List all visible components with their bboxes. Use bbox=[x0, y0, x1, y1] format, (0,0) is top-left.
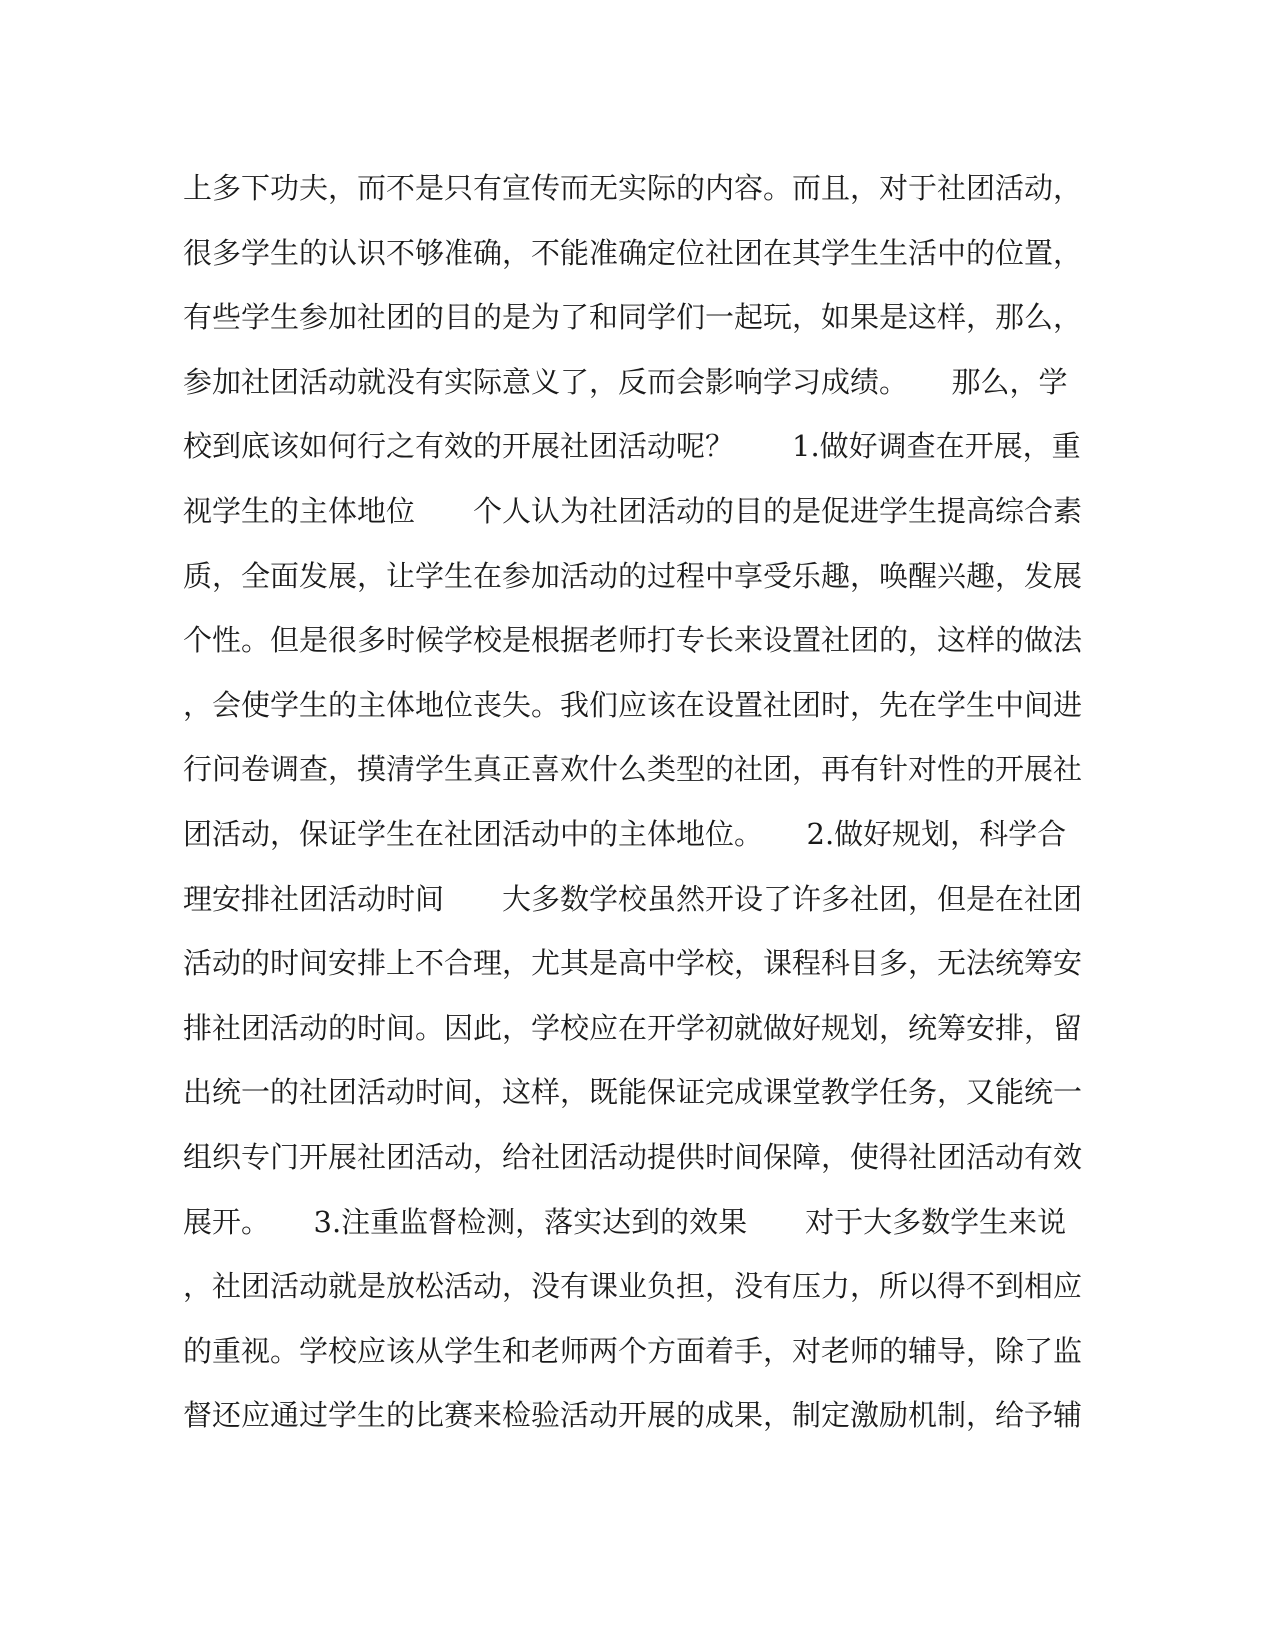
body-text bbox=[183, 156, 1093, 1448]
text-line: 行问卷调查，摸清学生真正喜欢什么类型的社团，再有针对性的开展社 bbox=[183, 752, 1083, 787]
text-line: 上多下功夫，而不是只有宣传而无实际的内容。而且，对于社团活动， bbox=[183, 171, 1083, 205]
text-line: 视学生的主体地位 个人认为社团活动的目的是促进学生提高综合素 bbox=[183, 493, 1083, 528]
text-line: 活动的时间安排上不合理，尤其是高中学校，课程科目多，无法统筹安 bbox=[183, 946, 1083, 981]
text-line: 有些学生参加社团的目的是为了和同学们一起玩，如果是这样，那么， bbox=[183, 300, 1083, 335]
text-line: 个性。但是很多时候学校是根据老师打专长来设置社团的，这样的做法 bbox=[183, 623, 1083, 658]
text-line: ，社团活动就是放松活动，没有课业负担，没有压力，所以得不到相应 bbox=[183, 1269, 1083, 1304]
text-line: 理安排社团活动时间 大多数学校虽然开设了许多社团，但是在社团 bbox=[183, 881, 1083, 916]
text-line: 校到底该如何行之有效的开展社团活动呢？ 1.做好调查在开展，重 bbox=[183, 429, 1081, 464]
text-line: 的重视。学校应该从学生和老师两个方面着手，对老师的辅导，除了监 bbox=[183, 1333, 1083, 1368]
text-line: 很多学生的认识不够准确，不能准确定位社团在其学生生活中的位置， bbox=[183, 235, 1083, 270]
text-line: 展开。 3.注重监督检测，落实达到的效果 对于大多数学生来说 bbox=[183, 1204, 1067, 1239]
text-line: ，会使学生的主体地位丧失。我们应该在设置社团时，先在学生中间进 bbox=[183, 687, 1083, 722]
text-line: 出统一的社团活动时间，这样，既能保证完成课堂教学任务，又能统一 bbox=[183, 1075, 1083, 1110]
text-line: 团活动，保证学生在社团活动中的主体地位。 2.做好规划，科学合 bbox=[183, 816, 1067, 851]
text-line: 督还应通过学生的比赛来检验活动开展的成果，制定激励机制，给予辅 bbox=[183, 1398, 1083, 1433]
text-line: 质，全面发展，让学生在参加活动的过程中享受乐趣，唤醒兴趣，发展 bbox=[183, 558, 1083, 593]
text-line: 排社团活动的时间。因此，学校应在开学初就做好规划，统筹安排，留 bbox=[183, 1010, 1083, 1045]
text-line: 组织专门开展社团活动，给社团活动提供时间保障，使得社团活动有效 bbox=[183, 1139, 1083, 1174]
text-line: 参加社团活动就没有实际意义了，反而会影响学习成绩。 那么，学 bbox=[183, 364, 1068, 399]
